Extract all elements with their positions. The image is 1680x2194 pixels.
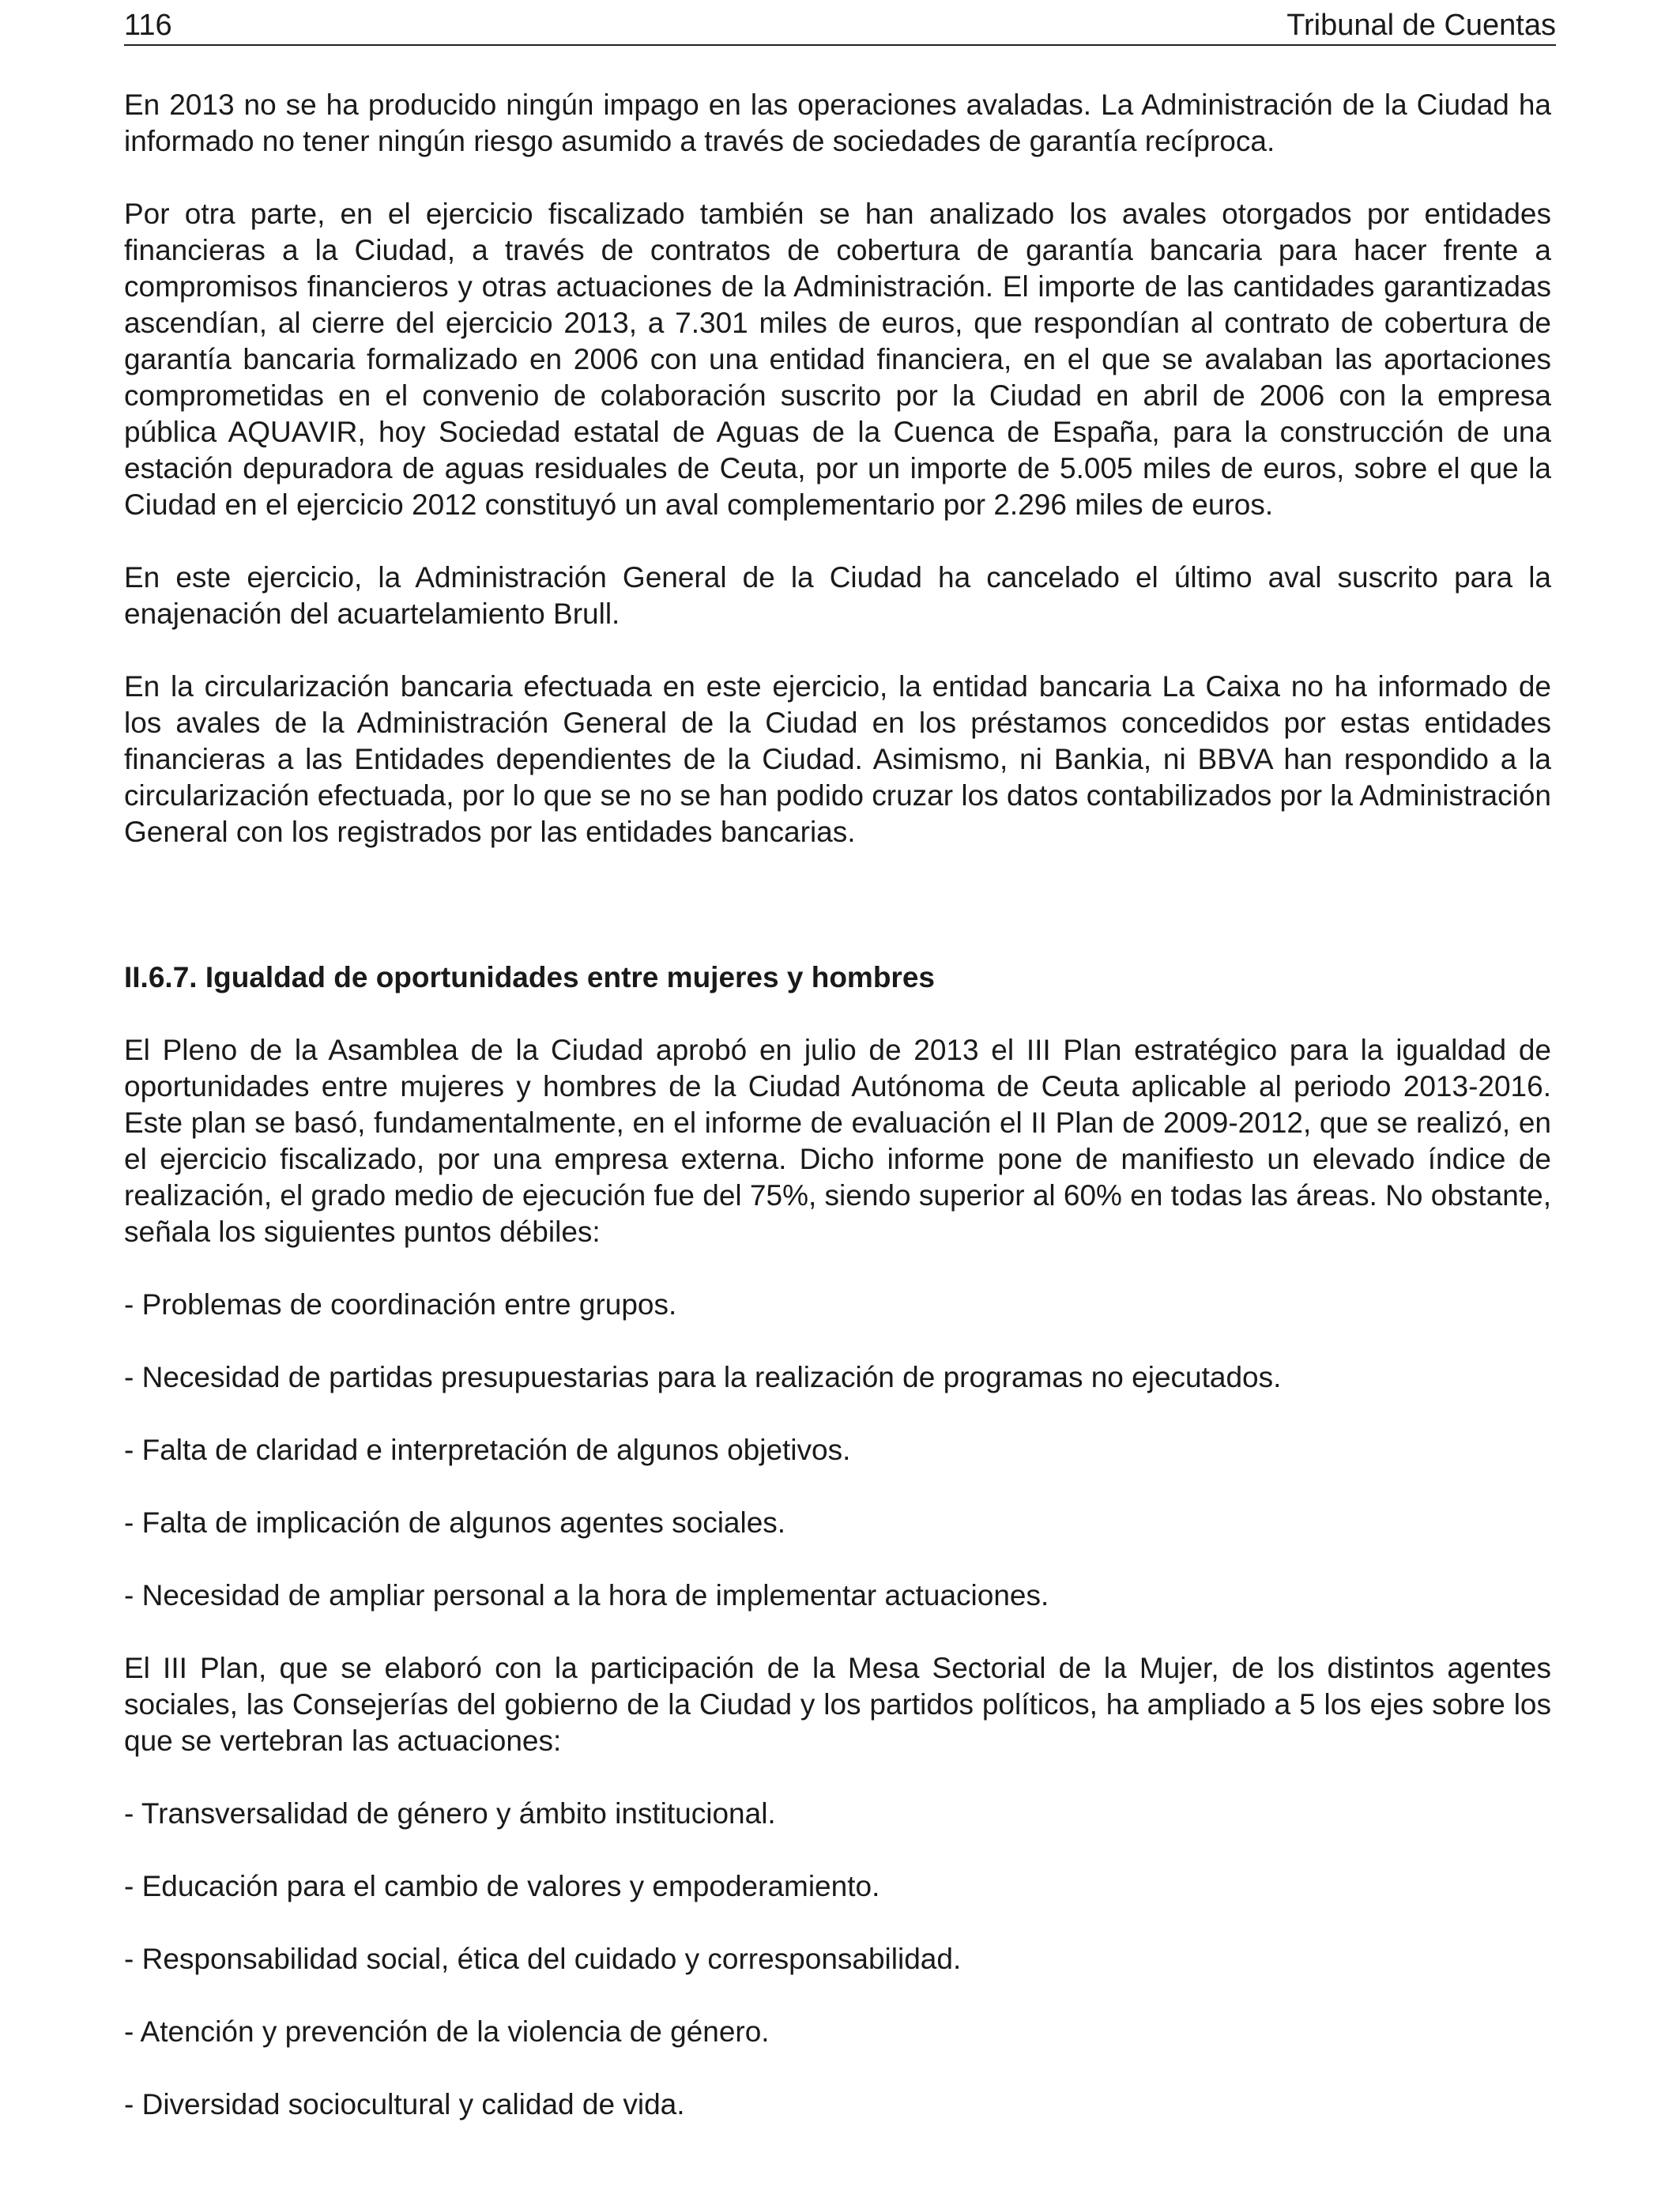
paragraph-bank-circularization: En la circularización bancaria efectuada en este ejercicio, la entidad bancaria La Caixa no ha informado de los avales de la Administración General de la Ciudad en los préstamos concedidos por estas entidades financieras a las Entidades dependientes de la Ciudad. Asimismo, ni Bankia, ni BBVA han respondido a la circularización efectuada, por lo que se no se han podido cruzar los datos contabilizados por la Administración General con los registrados por las entidades bancarias. [124,670,1551,848]
header-organization: Tribunal de Cuentas [1286,9,1556,42]
plan-axis-item: - Transversalidad de género y ámbito institucional. [124,1797,776,1830]
paragraph-bank-guarantees: Por otra parte, en el ejercicio fiscalizado también se han analizado los avales otorgados por entidades financieras a la Ciudad, a través de contratos de cobertura de garantía bancaria para hacer frente a compromisos financieros y otras actuaciones de la Administración. El importe de las cantidades garantizadas ascendían, al cierre del ejercicio 2013, a 7.301 miles de euros, que respondían al contrato de cobertura de garantía bancaria formalizado en 2006 con una entidad financiera, en el que se avalaban las aportaciones comprometidas en el convenio de colaboración suscrito por la Ciudad en abril de 2006 con la empresa pública AQUAVIR, hoy Sociedad estatal de Aguas de la Cuenca de España, para la construcción de una estación depuradora de aguas residuales de Ceuta, por un importe de 5.005 miles de euros, sobre el que la Ciudad en el ejercicio 2012 constituyó un aval complementario por 2.296 miles de euros. [124,198,1551,521]
weak-point-item: - Problemas de coordinación entre grupos. [124,1288,677,1321]
plan-axis-item: - Responsabilidad social, ética del cuidado y corresponsabilidad. [124,1943,962,1975]
plan-axis-item: - Educación para el cambio de valores y empoderamiento. [124,1870,880,1902]
weak-point-item: - Falta de claridad e interpretación de algunos objetivos. [124,1434,851,1466]
paragraph-guarantee-cancelled: En este ejercicio, la Administración General de la Ciudad ha cancelado el último aval suscrito para la enajenación del acuartelamiento Brull. [124,561,1551,630]
page-number: 116 [124,9,172,42]
paragraph-no-default: En 2013 no se ha producido ningún impago en las operaciones avaladas. La Administración de la Ciudad ha informado no tener ningún riesgo asumido a través de sociedades de garantía recíproca. [124,89,1551,157]
body-text [124,87,1551,2123]
running-header [124,5,1556,46]
paragraph-third-plan: El III Plan, que se elaboró con la participación de la Mesa Sectorial de la Mujer, de los distintos agentes sociales, las Consejerías del gobierno de la Ciudad y los partidos políticos, ha ampliado a 5 los ejes sobre los que se vertebran las actuaciones: [124,1652,1551,1757]
plan-axis-item: - Atención y prevención de la violencia de género. [124,2015,770,2048]
weak-point-item: - Necesidad de partidas presupuestarias para la realización de programas no ejecutados. [124,1361,1282,1393]
section-heading: II.6.7. Igualdad de oportunidades entre mujeres y hombres [124,961,935,993]
weak-point-item: - Falta de implicación de algunos agentes sociales. [124,1506,786,1539]
plan-axis-item: - Diversidad sociocultural y calidad de vida. [124,2088,685,2120]
weak-point-item: - Necesidad de ampliar personal a la hora de implementar actuaciones. [124,1579,1049,1612]
paragraph-equality-plan-intro: El Pleno de la Asamblea de la Ciudad aprobó en julio de 2013 el III Plan estratégico para la igualdad de oportunidades entre mujeres y hombres de la Ciudad Autónoma de Ceuta aplicable al periodo 2013-2016. Este plan se basó, fundamentalmente, en el informe de evaluación el II Plan de 2009-2012, que se realizó, en el ejercicio fiscalizado, por una empresa externa. Dicho informe pone de manifiesto un elevado índice de realización, el grado medio de ejecución fue del 75%, siendo superior al 60% en todas las áreas. No obstante, señala los siguientes puntos débiles: [124,1034,1551,1248]
